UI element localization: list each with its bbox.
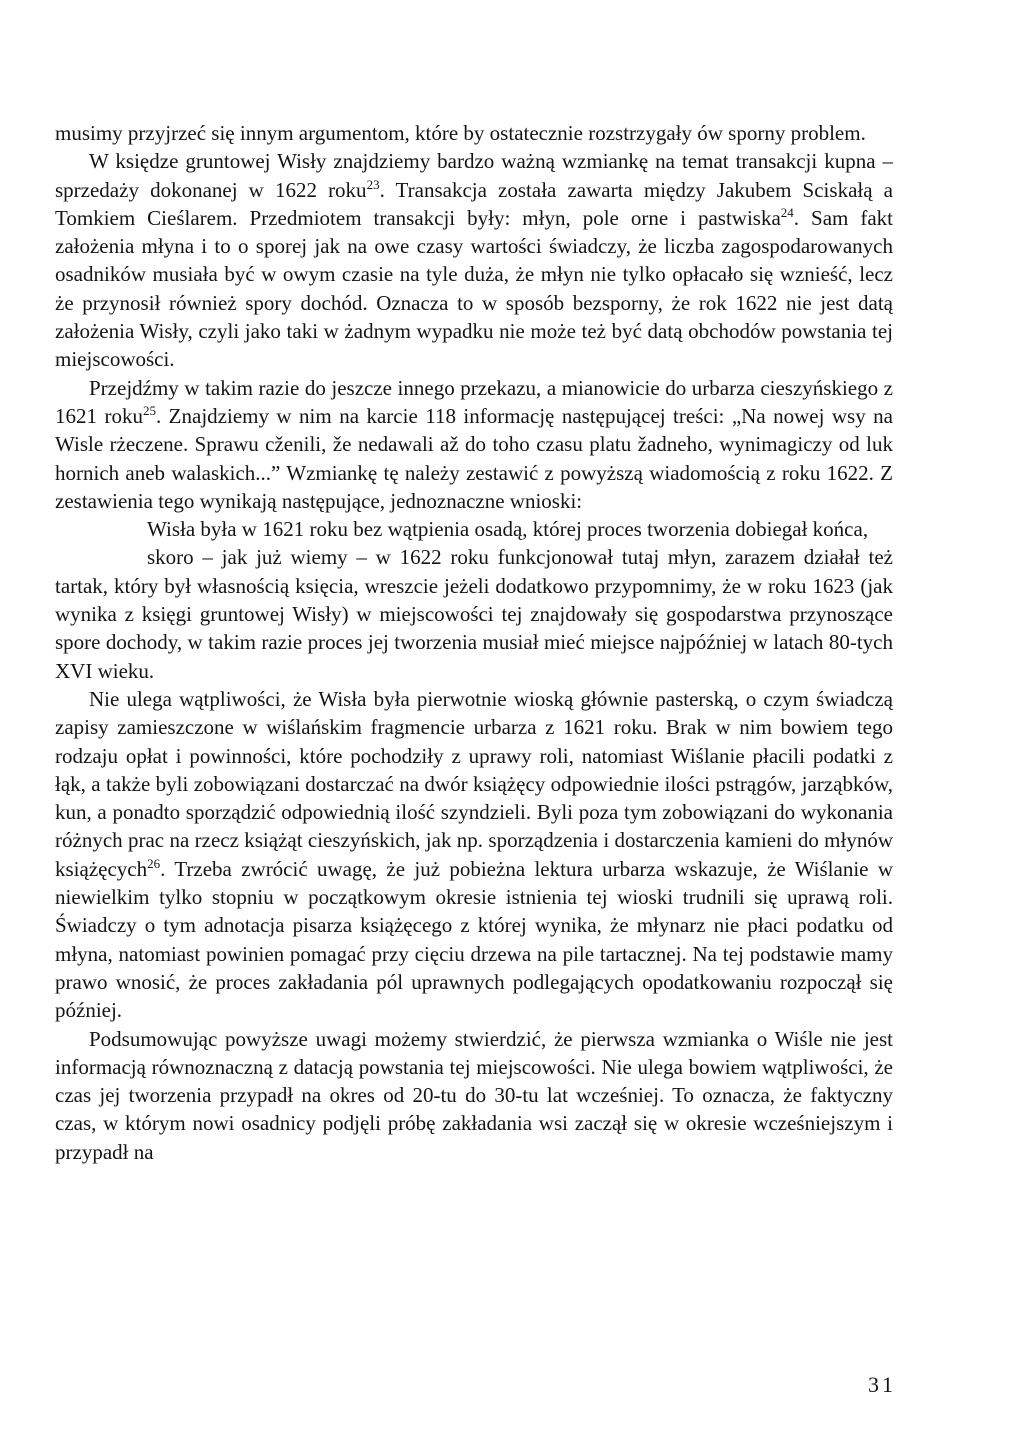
paragraph (55, 543, 893, 684)
paragraph (55, 515, 893, 543)
text-run: Przejdźmy w takim razie do jeszcze innego przekazu, a mianowicie do urbarza cieszyńskiego z 1621 roku (55, 375, 893, 428)
footnote-marker: 23 (366, 176, 380, 192)
text-run: skoro – jak już wiemy – w 1622 roku funkcjonował tutaj młyn, zarazem działał też tartak, który był własnością księcia, wreszcie jeżeli dodatkowo przypomnimy, że w roku 1623 (jak wynika z księgi gruntowej Wisły) w miejscowości tej znajdowały się gospodarstwa przynoszące spore dochody, w takim razie proces jej tworzenia musiał mieć miejsce najpóźniej w latach 80-tych XVI wieku. (55, 545, 893, 683)
text-run: Wisła była w 1621 roku bez wątpienia osadą, której proces tworzenia dobiegał końca, (147, 517, 869, 542)
footnote-marker: 26 (147, 855, 161, 871)
text-run: . Sam fakt założenia młyna i to o sporej jak na owe czasy wartości świadczy, że liczba zagospodarowanych osadników musiała być w owym czasie na tyle duża, że młyn nie tylko opłacało się wznieść, lecz że przynosił również spory dochód. Oznacza to w sposób bezsporny, że rok 1622 nie jest datą założenia Wisły, czyli jako taki w żadnym wypadku nie może też być datą obchodów powstania tej miejscowości. (55, 205, 894, 372)
paragraph (55, 374, 893, 515)
text-run: Nie ulega wątpliwości, że Wisła była pierwotnie wioską głównie pasterską, o czym świadczą zapisy zamieszczone w wiślańskim fragmencie urbarza z 1621 roku. Brak w nim bowiem tego rodzaju opłat i powinności, które pochodziły z uprawy roli, natomiast Wiślanie płacili podatki z łąk, a także byli zobowiązani dostarczać na dwór książęcy odpowiednie ilości pstrągów, jarząbków, kun, a ponadto sporządzić odpowiednią ilość szyndzieli. Byli poza tym zobowiązani do wykonania różnych prac na rzecz książąt cieszyńskich, jak np. sporządzenia i dostarczenia kamieni do młynów książęcych (55, 686, 893, 881)
page-body (55, 119, 893, 1166)
paragraph (55, 119, 893, 147)
paragraph (55, 147, 893, 373)
paragraph (55, 1025, 893, 1166)
paragraph (55, 685, 893, 1025)
text-run: Podsumowując powyższe uwagi możemy stwierdzić, że pierwsza wzmianka o Wiśle nie jest informacją równoznaczną z datacją powstania tej miejscowości. Nie ulega bowiem wątpliwości, że czas jej tworzenia przypadł na okres od 20-tu do 30-tu lat wcześniej. To oznacza, że faktyczny czas, w którym nowi osadnicy podjęli próbę zakładania wsi zaczął się w okresie wcześniejszym i przypadł na (55, 1026, 893, 1164)
footnote-marker: 25 (142, 402, 156, 418)
footnote-marker: 24 (780, 204, 794, 220)
text-run: W księdze gruntowej Wisły znajdziemy bardzo ważną wzmiankę na temat transakcji kupna – sprzedaży dokonanej w 1622 roku (55, 149, 893, 202)
text-run: . Trzeba zwrócić uwagę, że już pobieżna lektura urbarza wskazuje, że Wiślanie w niewielkim tylko stopniu w początkowym okresie istnienia tej wioski trudnili się uprawą roli. Świadczy o tym adnotacja pisarza książęcego z której wynika, że młynarz nie płaci podatku od młyna, natomiast powinien pomagać przy cięciu drzewa na pile tartacznej. Na tej podstawie mamy prawo wnosić, że proces zakładania pól uprawnych podlegających opodatkowaniu rozpoczął się później. (55, 856, 893, 1023)
text-run: . Transakcja została zawarta między Jakubem Sciskałą a Tomkiem Cieślarem. Przedmiotem transakcji były: młyn, pole orne i pastwiska (55, 177, 893, 230)
text-run: musimy przyjrzeć się innym argumentom, które by ostatecznie rozstrzygały ów sporny problem. (55, 121, 866, 145)
text-run: . Znajdziemy w nim na karcie 118 informację następującej treści: „Na nowej wsy na Wisle rżeczene. Sprawu cženili, že nedawali až do toho czasu platu žadneho, wynimagiczy od luk hornich aneb walaskich...” Wzmiankę tę należy zestawić z powyższą wiadomością z roku 1622. Z zestawienia tego wynikają następujące, jednoznaczne wnioski: (55, 403, 893, 513)
page-number: 31 (868, 1372, 896, 1397)
